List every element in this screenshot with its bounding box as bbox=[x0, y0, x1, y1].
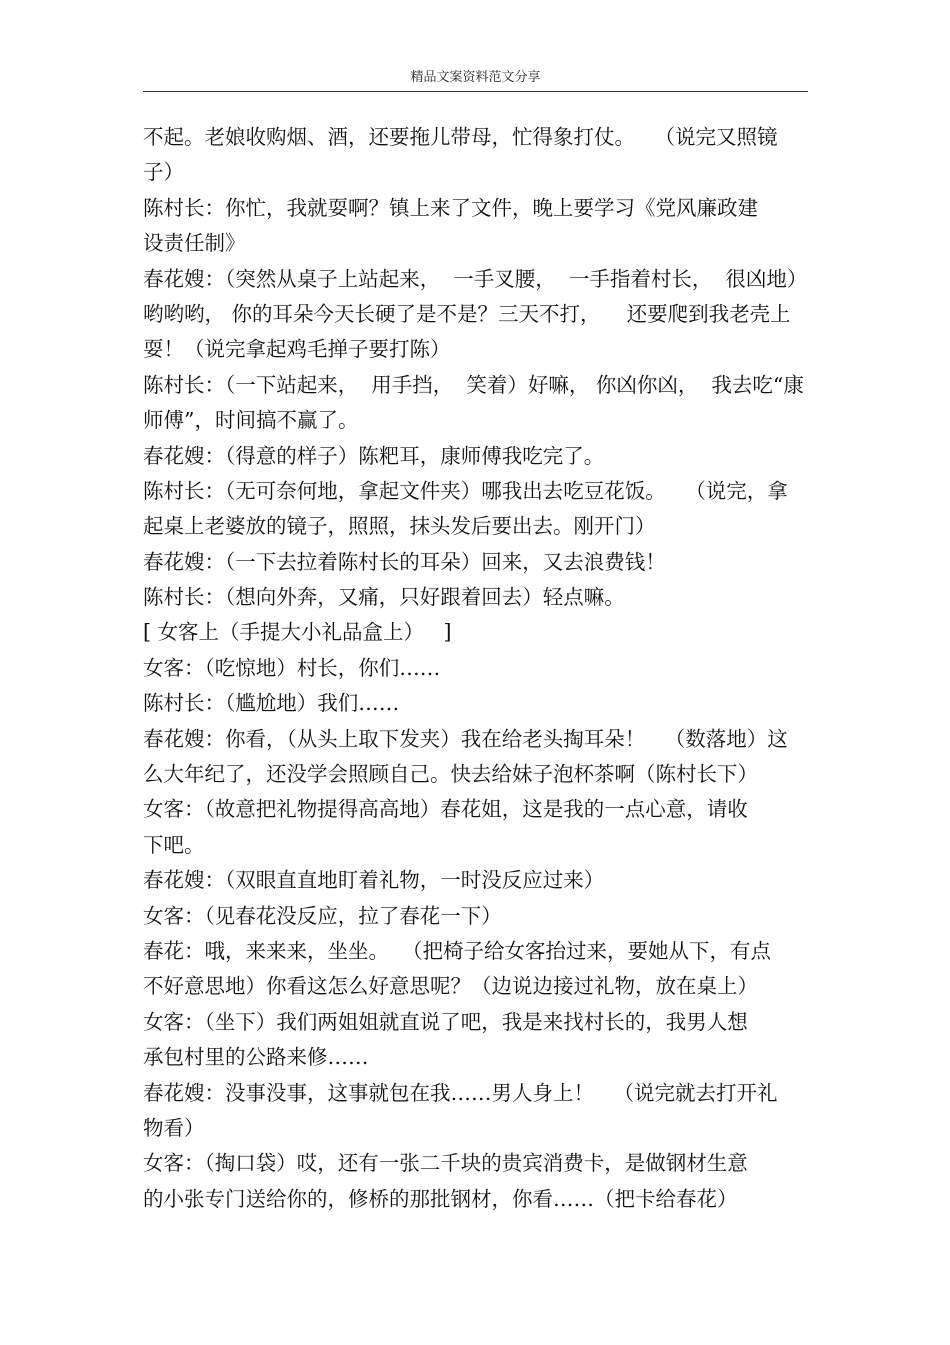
text-line: 春花嫂：（双眼直直地盯着礼物，一时没反应过来） bbox=[143, 868, 605, 893]
text-line: 陈村长：（一下站起来， 用手挡， 笑着）好嘛， 你凶你凶， 我去吃“康 bbox=[143, 372, 804, 397]
text-line: 陈村长：（无可奈何地，拿起文件夹）哪我出去吃豆花饭。 （说完，拿 bbox=[143, 478, 788, 503]
text-line: 物看） bbox=[143, 1115, 205, 1140]
text-line: 女客：（吃惊地）村长，你们…… bbox=[143, 655, 441, 680]
text-line: 陈村长：你忙，我就耍啊？镇上来了文件，晚上要学习《党风廉政建 bbox=[143, 195, 758, 220]
text-line: 哟哟哟， 你的耳朵今天长硬了是不是？三天不打， 还要爬到我老壳上 bbox=[143, 301, 791, 326]
text-line: 春花：哦，来来来，坐坐。 （把椅子给女客抬过来，要她从下，有点 bbox=[143, 938, 772, 963]
text-line: 春花嫂：（得意的样子）陈粑耳，康师傅我吃完了。 bbox=[143, 443, 605, 468]
text-line: 耍！（说完拿起鸡毛掸子要打陈） bbox=[143, 337, 451, 362]
text-line: 女客：（见春花没反应，拉了春花一下） bbox=[143, 903, 502, 928]
text-line: 春花嫂：没事没事，这事就包在我……男人身上！ （说完就去打开礼 bbox=[143, 1080, 778, 1105]
stage-direction: [ 女客上（手提大小礼品盒上） ] bbox=[143, 620, 452, 645]
text-line: 春花嫂：（突然从桌子上站起来， 一手叉腰， 一手指着村长， 很凶地） bbox=[143, 266, 808, 291]
text-line: 设责任制》 bbox=[143, 231, 246, 256]
script-body bbox=[143, 120, 813, 1217]
page-header: 精品文案资料范文分享 bbox=[410, 70, 541, 85]
header-divider bbox=[143, 91, 808, 92]
text-line: 春花嫂：（一下去拉着陈村长的耳朵）回来，又去浪费钱！ bbox=[143, 549, 666, 574]
text-line: 陈村长：（想向外奔，又痛，只好跟着回去）轻点嘛。 bbox=[143, 585, 625, 610]
text-line: 子） bbox=[143, 160, 184, 185]
text-line: 女客：（掏口袋）哎，还有一张二千块的贵宾消费卡，是做钢材生意 bbox=[143, 1151, 748, 1176]
text-line: 承包村里的公路来修…… bbox=[143, 1045, 369, 1070]
text-line: 女客：（坐下）我们两姐姐就直说了吧，我是来找村长的，我男人想 bbox=[143, 1009, 748, 1034]
text-line: 不好意思地）你看这怎么好意思呢？（边说边接过礼物，放在桌上） bbox=[143, 974, 758, 999]
text-line: 下吧。 bbox=[143, 832, 205, 857]
text-line: 么大年纪了，还没学会照顾自己。快去给妹子泡杯茶啊（陈村长下） bbox=[143, 762, 758, 787]
text-line: 师傅”，时间搞不赢了。 bbox=[143, 408, 359, 433]
text-line: 不起。老娘收购烟、酒，还要拖儿带母，忙得象打仗。 （说完又照镜 bbox=[143, 125, 778, 149]
text-line: 陈村长：（尴尬地）我们…… bbox=[143, 691, 400, 716]
text-line: 女客：（故意把礼物提得高高地）春花姐，这是我的一点心意，请收 bbox=[143, 797, 748, 822]
text-line: 的小张专门送给你的，修桥的那批钢材，你看……（把卡给春花） bbox=[143, 1186, 738, 1211]
text-line: 春花嫂：你看，（从头上取下发夹）我在给老头掏耳朵！ （数落地）这 bbox=[143, 726, 788, 751]
text-line: 起桌上老婆放的镜子，照照，抹头发后要出去。刚开门） bbox=[143, 514, 656, 539]
